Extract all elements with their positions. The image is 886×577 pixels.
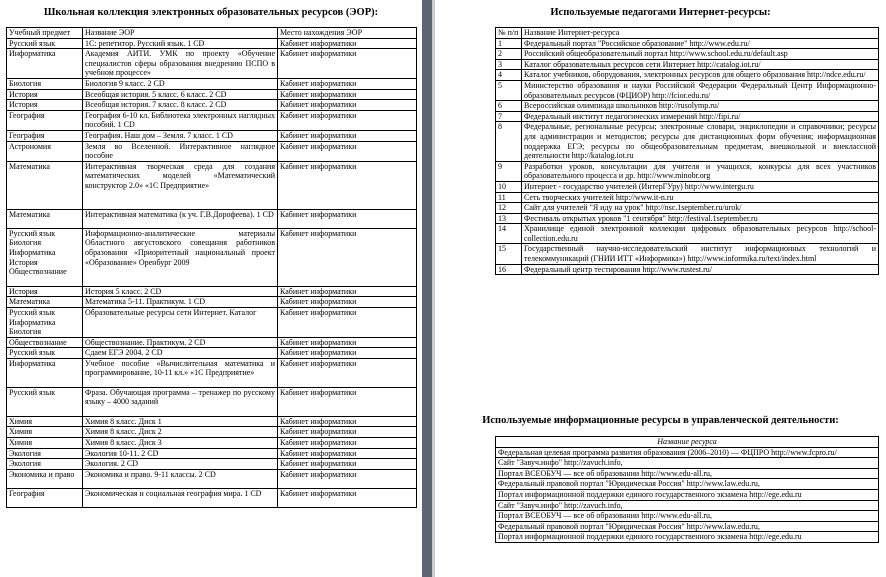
- eor-place-cell: Кабинет информатики: [278, 459, 417, 470]
- internet-header-row: [496, 28, 879, 39]
- resource-number: 13: [496, 213, 522, 224]
- resource-number: 4: [496, 70, 522, 81]
- resource-text: Каталог образовательных ресурсов сети Интернет http://catalog.iot.ru/: [522, 59, 879, 70]
- resource-text: Российский общеобразовательный портал http://www.school.edu.ru/default.asp: [522, 49, 879, 60]
- resource-number: 3: [496, 59, 522, 70]
- internet-resource-row: [496, 80, 879, 100]
- internet-resource-row: [496, 224, 879, 244]
- eor-place-cell: Кабинет информатики: [278, 469, 417, 488]
- resource-number: 9: [496, 161, 522, 181]
- resource-number: 8: [496, 122, 522, 161]
- internet-resource-row: [496, 213, 879, 224]
- internet-resource-row: [496, 111, 879, 122]
- resource-text: Фестиваль открытых уроков "1 сентября" http://festival.1september.ru: [522, 213, 879, 224]
- resource-text: Разработки уроков, консультации для учителя и учащихся, конкурсы для всех участников образовательного процесса и др. http://www.minobr.org: [522, 161, 879, 181]
- eor-place-cell: Кабинет информатики: [278, 337, 417, 348]
- management-resource-text: Федеральная целевая программа развития образования (2006–2010) — ФЦПРО http://www.fcpro.ru/: [496, 447, 879, 458]
- eor-row: [7, 209, 417, 228]
- eor-subject-cell: Русский язык: [7, 387, 83, 416]
- internet-resource-row: [496, 244, 879, 264]
- internet-resource-row: [496, 122, 879, 161]
- eor-name-cell: Экология 10-11. 2 CD: [83, 448, 278, 459]
- resource-number: 14: [496, 224, 522, 244]
- eor-place-cell: Кабинет информатики: [278, 209, 417, 228]
- eor-row: [7, 100, 417, 111]
- eor-subject-cell: Математика: [7, 297, 83, 308]
- management-resource-text: Федеральный правовой портал "Юридическая Россия" http://www.law.edu.ru,: [496, 479, 879, 490]
- eor-subject-cell: Химия: [7, 427, 83, 438]
- management-resource-text: Портал ВСЕОБУЧ — все об образовании http://www.edu-all.ru,: [496, 511, 879, 522]
- eor-place-cell: Кабинет информатики: [278, 130, 417, 141]
- management-resource-row: [496, 489, 879, 500]
- resource-text: Министерство образования и науки Российской Федерации Федеральный Центр Информационно-образовательных ресурсов (ФЦИОР) http://fcior.edu.ru/: [522, 80, 879, 100]
- eor-subject-cell: Русский язык Биология Информатика История Обществознание: [7, 228, 83, 286]
- resource-number: 12: [496, 203, 522, 214]
- eor-row: [7, 130, 417, 141]
- resource-number: 2: [496, 49, 522, 60]
- eor-place-cell: Кабинет информатики: [278, 49, 417, 79]
- management-header-cell: Название ресурса: [496, 437, 879, 448]
- eor-row: [7, 427, 417, 438]
- resource-number: 6: [496, 101, 522, 112]
- eor-subject-cell: Математика: [7, 209, 83, 228]
- eor-row: [7, 286, 417, 297]
- eor-name-cell: Химия 8 класс. Диск 1: [83, 416, 278, 427]
- eor-row: [7, 358, 417, 387]
- internet-resource-row: [496, 161, 879, 181]
- eor-header-cell: Место нахождения ЭОР: [278, 28, 417, 39]
- eor-subject-cell: История: [7, 286, 83, 297]
- eor-name-cell: Экология. 2 CD: [83, 459, 278, 470]
- eor-name-cell: Всеобщая история. 7 класс. 8 класс. 2 CD: [83, 100, 278, 111]
- internet-resource-row: [496, 192, 879, 203]
- management-resource-text: Портал ВСЕОБУЧ — все об образовании http://www.edu-all.ru,: [496, 468, 879, 479]
- eor-subject-cell: Обществознание: [7, 337, 83, 348]
- eor-place-cell: Кабинет информатики: [278, 387, 417, 416]
- eor-place-cell: Кабинет информатики: [278, 358, 417, 387]
- eor-subject-cell: Экология: [7, 448, 83, 459]
- eor-name-cell: Сдаем ЕГЭ 2004. 2 CD: [83, 348, 278, 359]
- management-resource-row: [496, 458, 879, 469]
- eor-row: [7, 228, 417, 286]
- resource-number: 10: [496, 181, 522, 192]
- resource-text: Сеть творческих учителей http://www.it-n.ru: [522, 192, 879, 203]
- management-resource-text: Сайт "Завуч.инфо" http://zavuch.info,: [496, 458, 879, 469]
- management-resource-row: [496, 511, 879, 522]
- eor-name-cell: Интерактивная творческая среда для создания математических моделей «Математический конструктор 2.0» «1С Предприятие»: [83, 161, 278, 209]
- eor-row: [7, 78, 417, 89]
- eor-subject-cell: Экология: [7, 459, 83, 470]
- eor-place-cell: Кабинет информатики: [278, 488, 417, 507]
- eor-row: [7, 348, 417, 359]
- management-resource-text: Портал информационной поддержки единого государственного экзамена http://ege.edu.ru: [496, 532, 879, 543]
- eor-row: [7, 438, 417, 449]
- eor-place-cell: Кабинет информатики: [278, 286, 417, 297]
- management-resource-row: [496, 532, 879, 543]
- eor-place-cell: Кабинет информатики: [278, 427, 417, 438]
- resource-number: 11: [496, 192, 522, 203]
- eor-place-cell: Кабинет информатики: [278, 348, 417, 359]
- eor-name-cell: Земля во Вселенной. Интерактивное наглядное пособие: [83, 141, 278, 161]
- resource-text: Федеральный портал "Российское образование" http://www.edu.ru/: [522, 38, 879, 49]
- eor-place-cell: Кабинет информатики: [278, 438, 417, 449]
- internet-resource-row: [496, 38, 879, 49]
- resource-number: 16: [496, 264, 522, 275]
- eor-name-cell: География. Наш дом – Земля. 7 класс. 1 CD: [83, 130, 278, 141]
- eor-row: [7, 448, 417, 459]
- eor-subject-cell: Астрономия: [7, 141, 83, 161]
- eor-header-row: [7, 28, 417, 39]
- eor-row: [7, 89, 417, 100]
- eor-row: [7, 337, 417, 348]
- eor-name-cell: Химия 8 класс. Диск 3: [83, 438, 278, 449]
- eor-name-cell: Экономическая и социальная география мира. 1 CD: [83, 488, 278, 507]
- eor-row: [7, 469, 417, 488]
- left-page: [0, 0, 422, 577]
- resource-text: Всероссийская олимпиада школьников http://rusolymp.ru/: [522, 101, 879, 112]
- internet-resource-row: [496, 203, 879, 214]
- internet-resource-row: [496, 49, 879, 60]
- eor-row: [7, 488, 417, 507]
- resource-text: Хранилище единой электронной коллекции цифровых образовательных ресурсов http://school-collection.edu.ru: [522, 224, 879, 244]
- eor-place-cell: Кабинет информатики: [278, 416, 417, 427]
- management-resources-title: Используемые информационные ресурсы в управленческой деятельности:: [482, 415, 839, 426]
- eor-name-cell: История 5 класс. 2 CD: [83, 286, 278, 297]
- management-resource-text: Портал информационной поддержки единого государственного экзамена http://ege.edu.ru: [496, 489, 879, 500]
- management-resource-row: [496, 500, 879, 511]
- eor-name-cell: Учебное пособие «Вычислительная математика и программирование, 10-11 кл.» «1С Предприятие»: [83, 358, 278, 387]
- resource-text: Федеральный институт педагогических измерений http://fipi.ru/: [522, 111, 879, 122]
- internet-resource-row: [496, 101, 879, 112]
- eor-subject-cell: Химия: [7, 438, 83, 449]
- eor-subject-cell: География: [7, 110, 83, 130]
- eor-subject-cell: Информатика: [7, 49, 83, 79]
- eor-row: [7, 297, 417, 308]
- eor-header-cell: Учебный предмет: [7, 28, 83, 39]
- page-gutter: [422, 0, 432, 577]
- eor-title: Школьная коллекция электронных образовательных ресурсов (ЭОР):: [43, 7, 379, 18]
- management-resource-text: Федеральный правовой портал "Юридическая Россия" http://www.law.edu.ru,: [496, 521, 879, 532]
- eor-place-cell: Кабинет информатики: [278, 78, 417, 89]
- eor-name-cell: Химия 8 класс. Диск 2: [83, 427, 278, 438]
- eor-place-cell: Кабинет информатики: [278, 297, 417, 308]
- eor-row: [7, 141, 417, 161]
- eor-subject-cell: История: [7, 100, 83, 111]
- eor-name-cell: Информационно-аналитические материалы Областного августовского совещания работников образования «Приоритетный национальный проект «Образование» Оренбург 2009: [83, 228, 278, 286]
- eor-subject-cell: Русский язык: [7, 38, 83, 49]
- management-resource-row: [496, 521, 879, 532]
- resource-text: Каталог учебников, оборудования, электронных ресурсов для общего образования http://ndce.edu.ru/: [522, 70, 879, 81]
- eor-name-cell: Всеобщая история. 5 класс. 6 класс. 2 CD: [83, 89, 278, 100]
- eor-row: [7, 110, 417, 130]
- eor-subject-cell: Русский язык Информатика Биология: [7, 307, 83, 337]
- eor-subject-cell: История: [7, 89, 83, 100]
- resource-text: Федеральный центр тестирования http://www.rustest.ru/: [522, 264, 879, 275]
- eor-row: [7, 416, 417, 427]
- eor-subject-cell: Русский язык: [7, 348, 83, 359]
- eor-place-cell: Кабинет информатики: [278, 38, 417, 49]
- resource-text: Государственный научно-исследовательский институт информационных технологий и телекоммуникаций (ГНИИ ИТТ «Информика») http://www.informika.ru/text/index.html: [522, 244, 879, 264]
- eor-place-cell: Кабинет информатики: [278, 141, 417, 161]
- eor-place-cell: Кабинет информатики: [278, 110, 417, 130]
- internet-header-name: Название Интернет-ресурса: [522, 28, 879, 39]
- resource-text: Федеральные, региональные ресурсы; электронные словари, энциклопедии и справочники; ресурсы для администрации и методистов; ресурсы для дистанционных форм обучения; информационная поддержка ЕГЭ; ресурсы по общеобразовательным предметам, внешкольной и внеклассной деятельности http://katalog.iot.ru: [522, 122, 879, 161]
- eor-place-cell: Кабинет информатики: [278, 100, 417, 111]
- eor-header-cell: Название ЭОР: [83, 28, 278, 39]
- management-resource-row: [496, 447, 879, 458]
- eor-place-cell: Кабинет информатики: [278, 448, 417, 459]
- management-resource-text: Сайт "Завуч.инфо" http://zavuch.info,: [496, 500, 879, 511]
- eor-place-cell: Кабинет информатики: [278, 228, 417, 286]
- internet-resources-title: Используемые педагогами Интернет-ресурсы:: [550, 7, 771, 18]
- internet-resource-row: [496, 264, 879, 275]
- eor-row: [7, 38, 417, 49]
- eor-name-cell: География 6-10 кл. Библиотека электронных наглядных пособий. 1 CD: [83, 110, 278, 130]
- eor-name-cell: Биология 9 класс. 2 CD: [83, 78, 278, 89]
- resource-number: 15: [496, 244, 522, 264]
- eor-row: [7, 387, 417, 416]
- management-resource-row: [496, 468, 879, 479]
- management-header-row: [496, 437, 879, 448]
- eor-name-cell: Обществознание. Практикум. 2 CD: [83, 337, 278, 348]
- eor-place-cell: Кабинет информатики: [278, 307, 417, 337]
- eor-subject-cell: Информатика: [7, 358, 83, 387]
- internet-resource-row: [496, 181, 879, 192]
- eor-name-cell: Интерактивная математика (к уч. Г.В.Дорофеева). 1 CD: [83, 209, 278, 228]
- eor-name-cell: Академия АИТИ. УМК по проекту «Обучение специалистов сферы образования внедрению ПСПО в учебном процессе»: [83, 49, 278, 79]
- eor-table: [6, 27, 417, 508]
- eor-name-cell: Экономика и право. 9-11 классы. 2 CD: [83, 469, 278, 488]
- eor-subject-cell: Биология: [7, 78, 83, 89]
- internet-header-number: № п/п: [496, 28, 522, 39]
- eor-subject-cell: Математика: [7, 161, 83, 209]
- resource-number: 7: [496, 111, 522, 122]
- internet-resource-row: [496, 59, 879, 70]
- eor-row: [7, 459, 417, 470]
- management-resource-row: [496, 479, 879, 490]
- eor-name-cell: 1С: репетитор. Русский язык. 1 CD: [83, 38, 278, 49]
- resource-text: Сайт для учителей "Я иду на урок" http://nsc.1september.ru/urok/: [522, 203, 879, 214]
- resource-text: Интернет - государство учителей (ИнтерГУру) http://www.intergu.ru: [522, 181, 879, 192]
- resource-number: 1: [496, 38, 522, 49]
- management-resources-table: [495, 436, 879, 543]
- internet-resource-row: [496, 70, 879, 81]
- eor-subject-cell: Экономика и право: [7, 469, 83, 488]
- eor-row: [7, 161, 417, 209]
- eor-row: [7, 49, 417, 79]
- eor-place-cell: Кабинет информатики: [278, 89, 417, 100]
- internet-resources-table: [495, 27, 879, 275]
- eor-subject-cell: География: [7, 130, 83, 141]
- eor-subject-cell: Химия: [7, 416, 83, 427]
- resource-number: 5: [496, 80, 522, 100]
- right-page: [435, 0, 886, 577]
- eor-subject-cell: География: [7, 488, 83, 507]
- eor-name-cell: Образовательные ресурсы сети Интернет. Каталог: [83, 307, 278, 337]
- eor-place-cell: Кабинет информатики: [278, 161, 417, 209]
- eor-name-cell: Математика 5-11. Практикум. 1 CD: [83, 297, 278, 308]
- eor-name-cell: Фраза. Обучающая программа – тренажер по русскому языку – 4000 заданий: [83, 387, 278, 416]
- eor-row: [7, 307, 417, 337]
